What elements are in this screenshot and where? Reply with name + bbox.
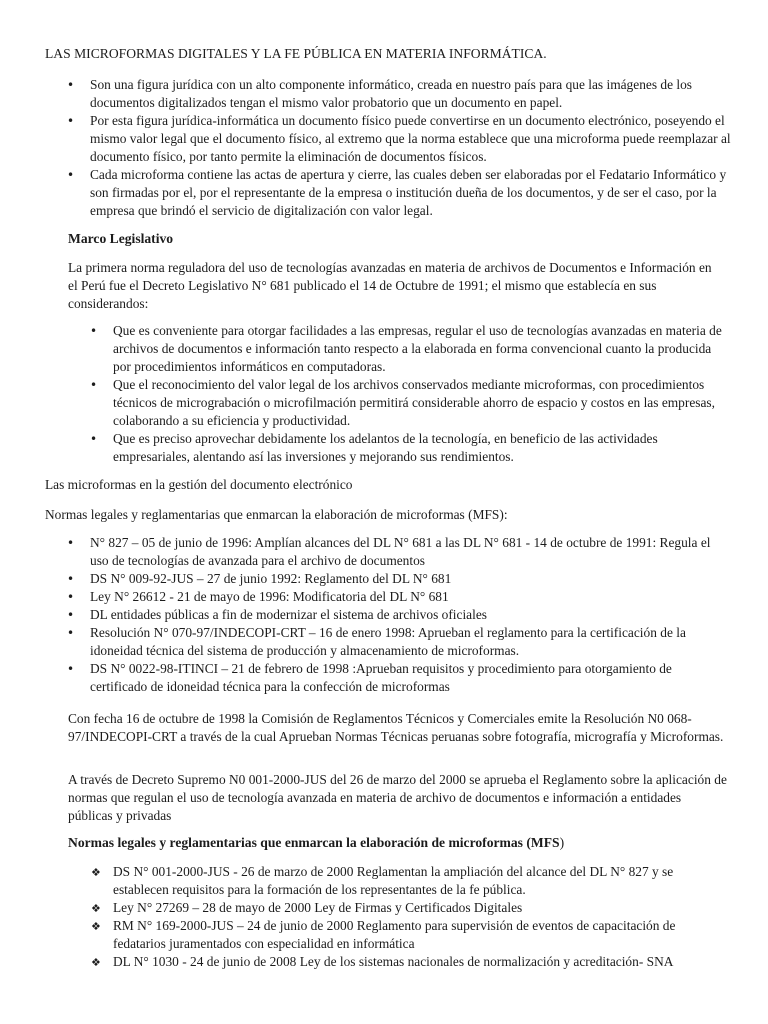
marco-paragraph: La primera norma reguladora del uso de tecnologías avanzadas en materia de archivos de Documentos e Información en el Perú fue el Decreto Legislativo N° 681 publicado el 14 de Octubre de 1991; el mismo que establecía en sus considerandos: [68, 260, 712, 311]
diamond-bullet-icon [91, 899, 105, 918]
list-item: • DS N° 0022-98-ITINCI – 21 de febrero de 1998 :Aprueban requisitos y procedimiento para otorgamiento de certificado de idoneidad técnica para la confección de microformas [90, 660, 730, 696]
list-item: • Que el reconocimiento del valor legal de los archivos conservados mediante microformas, con procedimientos técnicos de micrograbación o microfilmación permitirá considerable ahorro de espacio y costos en las empresas, colaborando a su eficiencia y productividad. [113, 376, 725, 430]
diamond-bullet-icon [91, 953, 105, 972]
list-item: ❖ DS N° 001-2000-JUS - 26 de marzo de 2000 Reglamentan la ampliación del alcance del DL N° 827 y se establecen requisitos para la formación de los representantes de la fe pública. [113, 863, 713, 899]
gestion-line: Las microformas en la gestión del documento electrónico [45, 477, 353, 492]
list-item: • DL entidades públicas a fin de modernizar el sistema de archivos oficiales [90, 606, 730, 624]
diamond-bullet-icon [91, 917, 105, 936]
list-item: • DS N° 009-92-JUS – 27 de junio 1992: Reglamento del DL N° 681 [90, 570, 730, 588]
list-item: ❖ RM N° 169-2000-JUS – 24 de junio de 2000 Reglamento para supervisión de eventos de capacitación de fedatarios juramentados con especialidad en informática [113, 917, 713, 953]
bullet-icon [67, 112, 81, 130]
list-item: ❖ Ley N° 27269 – 28 de mayo de 2000 Ley de Firmas y Certificados Digitales [113, 899, 713, 917]
bullet-icon [67, 660, 81, 678]
list-item: • N° 827 – 05 de junio de 1996: Amplían alcances del DL N° 681 a las DL N° 681 - 14 de octubre de 1991: Regula el uso de tecnologías de avanzada para el archivo de documentos [90, 534, 730, 570]
list-item: • Ley N° 26612 - 21 de mayo de 1996: Modificatoria del DL N° 681 [90, 588, 730, 606]
normas-heading-bold: Normas legales y reglamentarias que enmarcan la elaboración de microformas (MFS [68, 835, 560, 850]
normas-heading-tail: ) [559, 835, 565, 850]
bullet-icon [67, 606, 81, 624]
bullet-icon [67, 534, 81, 552]
list-item: • Que es conveniente para otorgar facilidades a las empresas, regular el uso de tecnologías avanzadas en materia de archivos de documentos e información tanto respecto a la elaborada en forma convencional cuanto la producida por procedimientos informáticos en computadoras. [113, 322, 725, 376]
bullet-icon [67, 570, 81, 588]
intro-bullet-list [90, 76, 748, 220]
paragraph-2000: A través de Decreto Supremo N0 001-2000-JUS del 26 de marzo del 2000 se aprueba el Reglamento sobre la aplicación de normas que regulan el uso de tecnología avanzada en materia de archivo de documentos e información a entidades públicas y privadas [68, 772, 727, 823]
diamond-bullet-icon [91, 863, 105, 882]
bullet-icon [90, 376, 104, 394]
normas-bullet-list [90, 534, 730, 696]
diamond-bullet-list [113, 863, 713, 971]
normas-line: Normas legales y reglamentarias que enmarcan la elaboración de microformas (MFS): [45, 507, 508, 522]
list-item: • Resolución N° 070-97/INDECOPI-CRT – 16 de enero 1998: Aprueban el reglamento para la certificación de la idoneidad técnica del sistema de producción y almacenamiento de microformas. [90, 624, 730, 660]
list-item: • Por esta figura jurídica-informática un documento físico puede convertirse en un documento electrónico, poseyendo el mismo valor legal que el documento físico, al extremo que la norma establece que una microforma puede reemplazar al documento físico, por tanto permite la eliminación de documentos físicos. [90, 112, 748, 166]
list-item: • Cada microforma contiene las actas de apertura y cierre, las cuales deben ser elaboradas por el Fedatario Informático y son firmadas por el, por el representante de la empresa o institución dueña de los documentos, y de ser el caso, por la empresa que brindó el servicio de digitalización con valor legal. [90, 166, 748, 220]
list-item: • Son una figura jurídica con un alto componente informático, creada en nuestro país para que las imágenes de los documentos digitalizados tengan el mismo valor probatorio que un documento en papel. [90, 76, 748, 112]
list-item: ❖ DL N° 1030 - 24 de junio de 2008 Ley de los sistemas nacionales de normalización y acreditación- SNA [113, 953, 713, 971]
bullet-icon [67, 76, 81, 94]
considerandos-list [113, 322, 725, 466]
list-item: • Que es preciso aprovechar debidamente los adelantos de la tecnología, en beneficio de las actividades empresariales, alentando así las inversiones y mejorando sus rendimientos. [113, 430, 725, 466]
normas-heading [68, 834, 728, 852]
bullet-icon [90, 430, 104, 448]
bullet-icon [67, 166, 81, 184]
bullet-icon [90, 322, 104, 340]
bullet-icon [67, 588, 81, 606]
paragraph-1998: Con fecha 16 de octubre de 1998 la Comisión de Reglamentos Técnicos y Comerciales emite la Resolución N0 068-97/INDECOPI-CRT a través de la cual Aprueban Normas Técnicas peruanas sobre fotografía, micrografía y Microformas. [68, 711, 724, 744]
bullet-icon [67, 624, 81, 642]
document-title: LAS MICROFORMAS DIGITALES Y LA FE PÚBLICA EN MATERIA INFORMÁTICA. [45, 46, 547, 61]
marco-legislativo-heading: Marco Legislativo [68, 231, 174, 246]
